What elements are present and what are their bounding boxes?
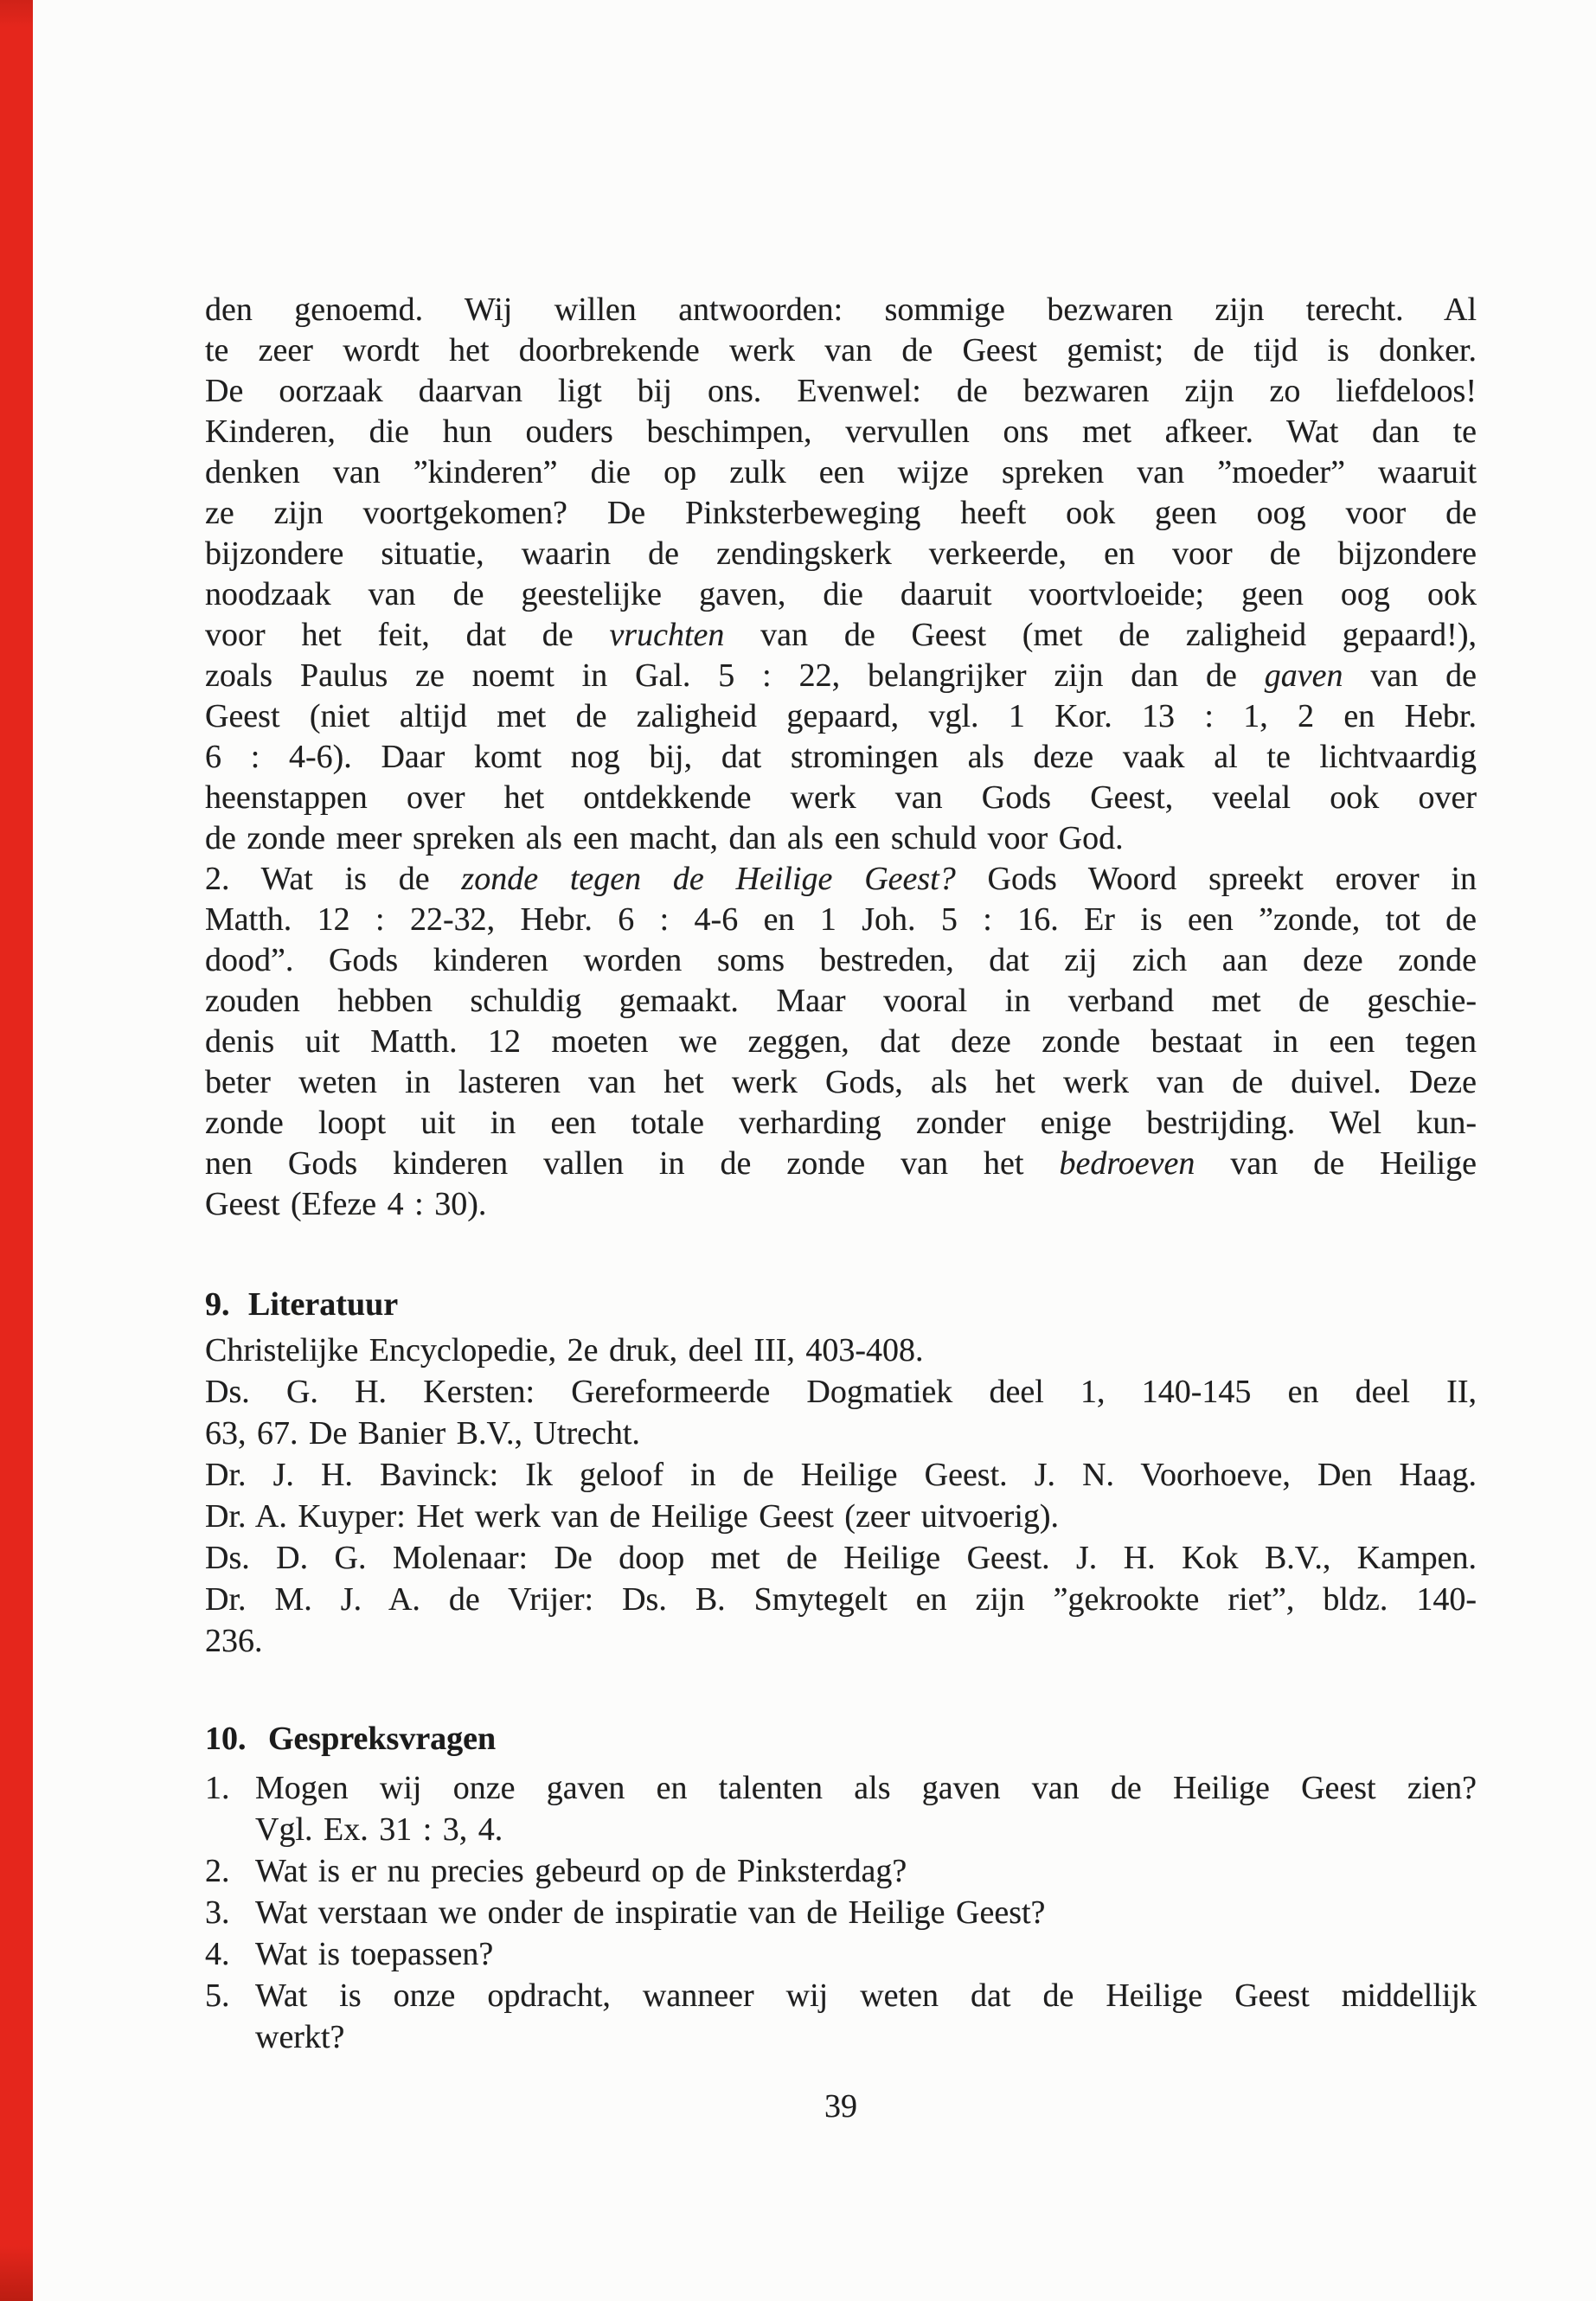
text-line: voor het feit, dat de vruchten van de Geest (met de zaligheid gepaard!), xyxy=(205,617,1477,653)
text-line: Mogen wij onze gaven en talenten als gaven van de Heilige Geest zien? xyxy=(255,1770,1477,1806)
question-number: 2. xyxy=(205,1853,230,1889)
text-line: De oorzaak daarvan ligt bij ons. Evenwel: de bezwaren zijn zo liefdeloos! xyxy=(205,373,1477,409)
text-line: dood”. Gods kinderen worden soms bestreden, dat zij zich aan deze zonde xyxy=(205,942,1477,978)
section-9-title: Literatuur xyxy=(248,1286,399,1323)
text-line: beter weten in lasteren van het werk Gods, als het werk van de duivel. Deze xyxy=(205,1064,1477,1100)
text-line: Kinderen, die hun ouders beschimpen, vervullen ons met afkeer. Wat dan te xyxy=(205,413,1477,450)
main-paragraph xyxy=(205,290,1477,1225)
question-number: 1. xyxy=(205,1770,230,1806)
text-line: bijzondere situatie, waarin de zendingskerk verkeerde, en voor de bijzondere xyxy=(205,535,1477,572)
text-line: 6 : 4-6). Daar komt nog bij, dat stromingen als deze vaak al te lichtvaardig xyxy=(205,739,1477,775)
section-9-number: 9. xyxy=(205,1286,230,1323)
section-10-number: 10. xyxy=(205,1721,247,1757)
text-line: Vgl. Ex. 31 : 3, 4. xyxy=(255,1811,503,1848)
question-item xyxy=(205,1892,1477,1933)
text-line: Wat is onze opdracht, wanneer wij weten dat de Heilige Geest middellijk xyxy=(255,1977,1477,2014)
text-line: Matth. 12 : 22-32, Hebr. 6 : 4-6 en 1 Joh. 5 : 16. Er is een ”zonde, tot de xyxy=(205,901,1477,938)
question-item xyxy=(205,1933,1477,1975)
section-10-title: Gespreksvragen xyxy=(268,1721,497,1757)
text-line: zoals Paulus ze noemt in Gal. 5 : 22, belangrijker zijn dan de gaven van de xyxy=(205,657,1477,694)
question-item xyxy=(205,1767,1477,1850)
red-book-edge-strip xyxy=(0,0,33,2301)
question-number: 5. xyxy=(205,1977,230,2014)
questions-list xyxy=(205,1767,1477,2058)
text-line: Dr. J. H. Bavinck: Ik geloof in de Heilige Geest. J. N. Voorhoeve, Den Haag. xyxy=(205,1457,1477,1493)
text-line: den genoemd. Wij willen antwoorden: sommige bezwaren zijn terecht. Al xyxy=(205,292,1477,328)
question-item xyxy=(205,1850,1477,1892)
text-line: Dr. A. Kuyper: Het werk van de Heilige Geest (zeer uitvoerig). xyxy=(205,1498,1060,1535)
page-number: 39 xyxy=(824,2088,857,2125)
text-line: Wat verstaan we onder de inspiratie van de Heilige Geest? xyxy=(255,1894,1046,1931)
question-number: 4. xyxy=(205,1936,230,1972)
text-line: heenstappen over het ontdekkende werk van Gods Geest, veelal ook over xyxy=(205,779,1477,816)
text-line: Wat is er nu precies gebeurd op de Pinksterdag? xyxy=(255,1853,907,1889)
question-item xyxy=(205,1975,1477,2058)
section-10-heading xyxy=(205,1719,1477,1759)
text-line: Christelijke Encyclopedie, 2e druk, deel III, 403-408. xyxy=(205,1332,924,1368)
text-line: noodzaak van de geestelijke gaven, die daaruit voortvloeide; geen oog ook xyxy=(205,576,1477,612)
text-line: de zonde meer spreken als een macht, dan als een schuld voor God. xyxy=(205,820,1124,856)
question-number: 3. xyxy=(205,1894,230,1931)
text-line: Wat is toepassen? xyxy=(255,1936,494,1972)
text-line: werkt? xyxy=(255,2019,345,2055)
literature-list xyxy=(205,1330,1477,1662)
text-line: ze zijn voortgekomen? De Pinksterbeweging heeft ook geen oog voor de xyxy=(205,495,1477,531)
text-line: nen Gods kinderen vallen in de zonde van het bedroeven van de Heilige xyxy=(205,1145,1477,1182)
section-9-heading xyxy=(205,1285,1477,1325)
text-line: 2. Wat is de zonde tegen de Heilige Geest? Gods Woord spreekt erover in xyxy=(205,861,1477,897)
text-line: zonde loopt uit in een totale verharding zonder enige bestrijding. Wel kun- xyxy=(205,1105,1477,1141)
text-line: 236. xyxy=(205,1623,263,1659)
text-line: Dr. M. J. A. de Vrijer: Ds. B. Smytegelt en zijn ”gekrookte riet”, bldz. 140- xyxy=(205,1581,1477,1618)
text-line: zouden hebben schuldig gemaakt. Maar vooral in verband met de geschie- xyxy=(205,983,1477,1019)
text-line: Ds. G. H. Kersten: Gereformeerde Dogmatiek deel 1, 140-145 en deel II, xyxy=(205,1374,1477,1410)
text-line: 63, 67. De Banier B.V., Utrecht. xyxy=(205,1415,640,1452)
text-line: denis uit Matth. 12 moeten we zeggen, dat deze zonde bestaat in een tegen xyxy=(205,1023,1477,1060)
text-line: denken van ”kinderen” die op zulk een wijze spreken van ”moeder” waaruit xyxy=(205,454,1477,490)
text-line: te zeer wordt het doorbrekende werk van de Geest gemist; de tijd is donker. xyxy=(205,332,1477,369)
text-line: Geest (Efeze 4 : 30). xyxy=(205,1186,487,1222)
text-line: Geest (niet altijd met de zaligheid gepaard, vgl. 1 Kor. 13 : 1, 2 en Hebr. xyxy=(205,698,1477,734)
text-line: Ds. D. G. Molenaar: De doop met de Heilige Geest. J. H. Kok B.V., Kampen. xyxy=(205,1540,1477,1576)
